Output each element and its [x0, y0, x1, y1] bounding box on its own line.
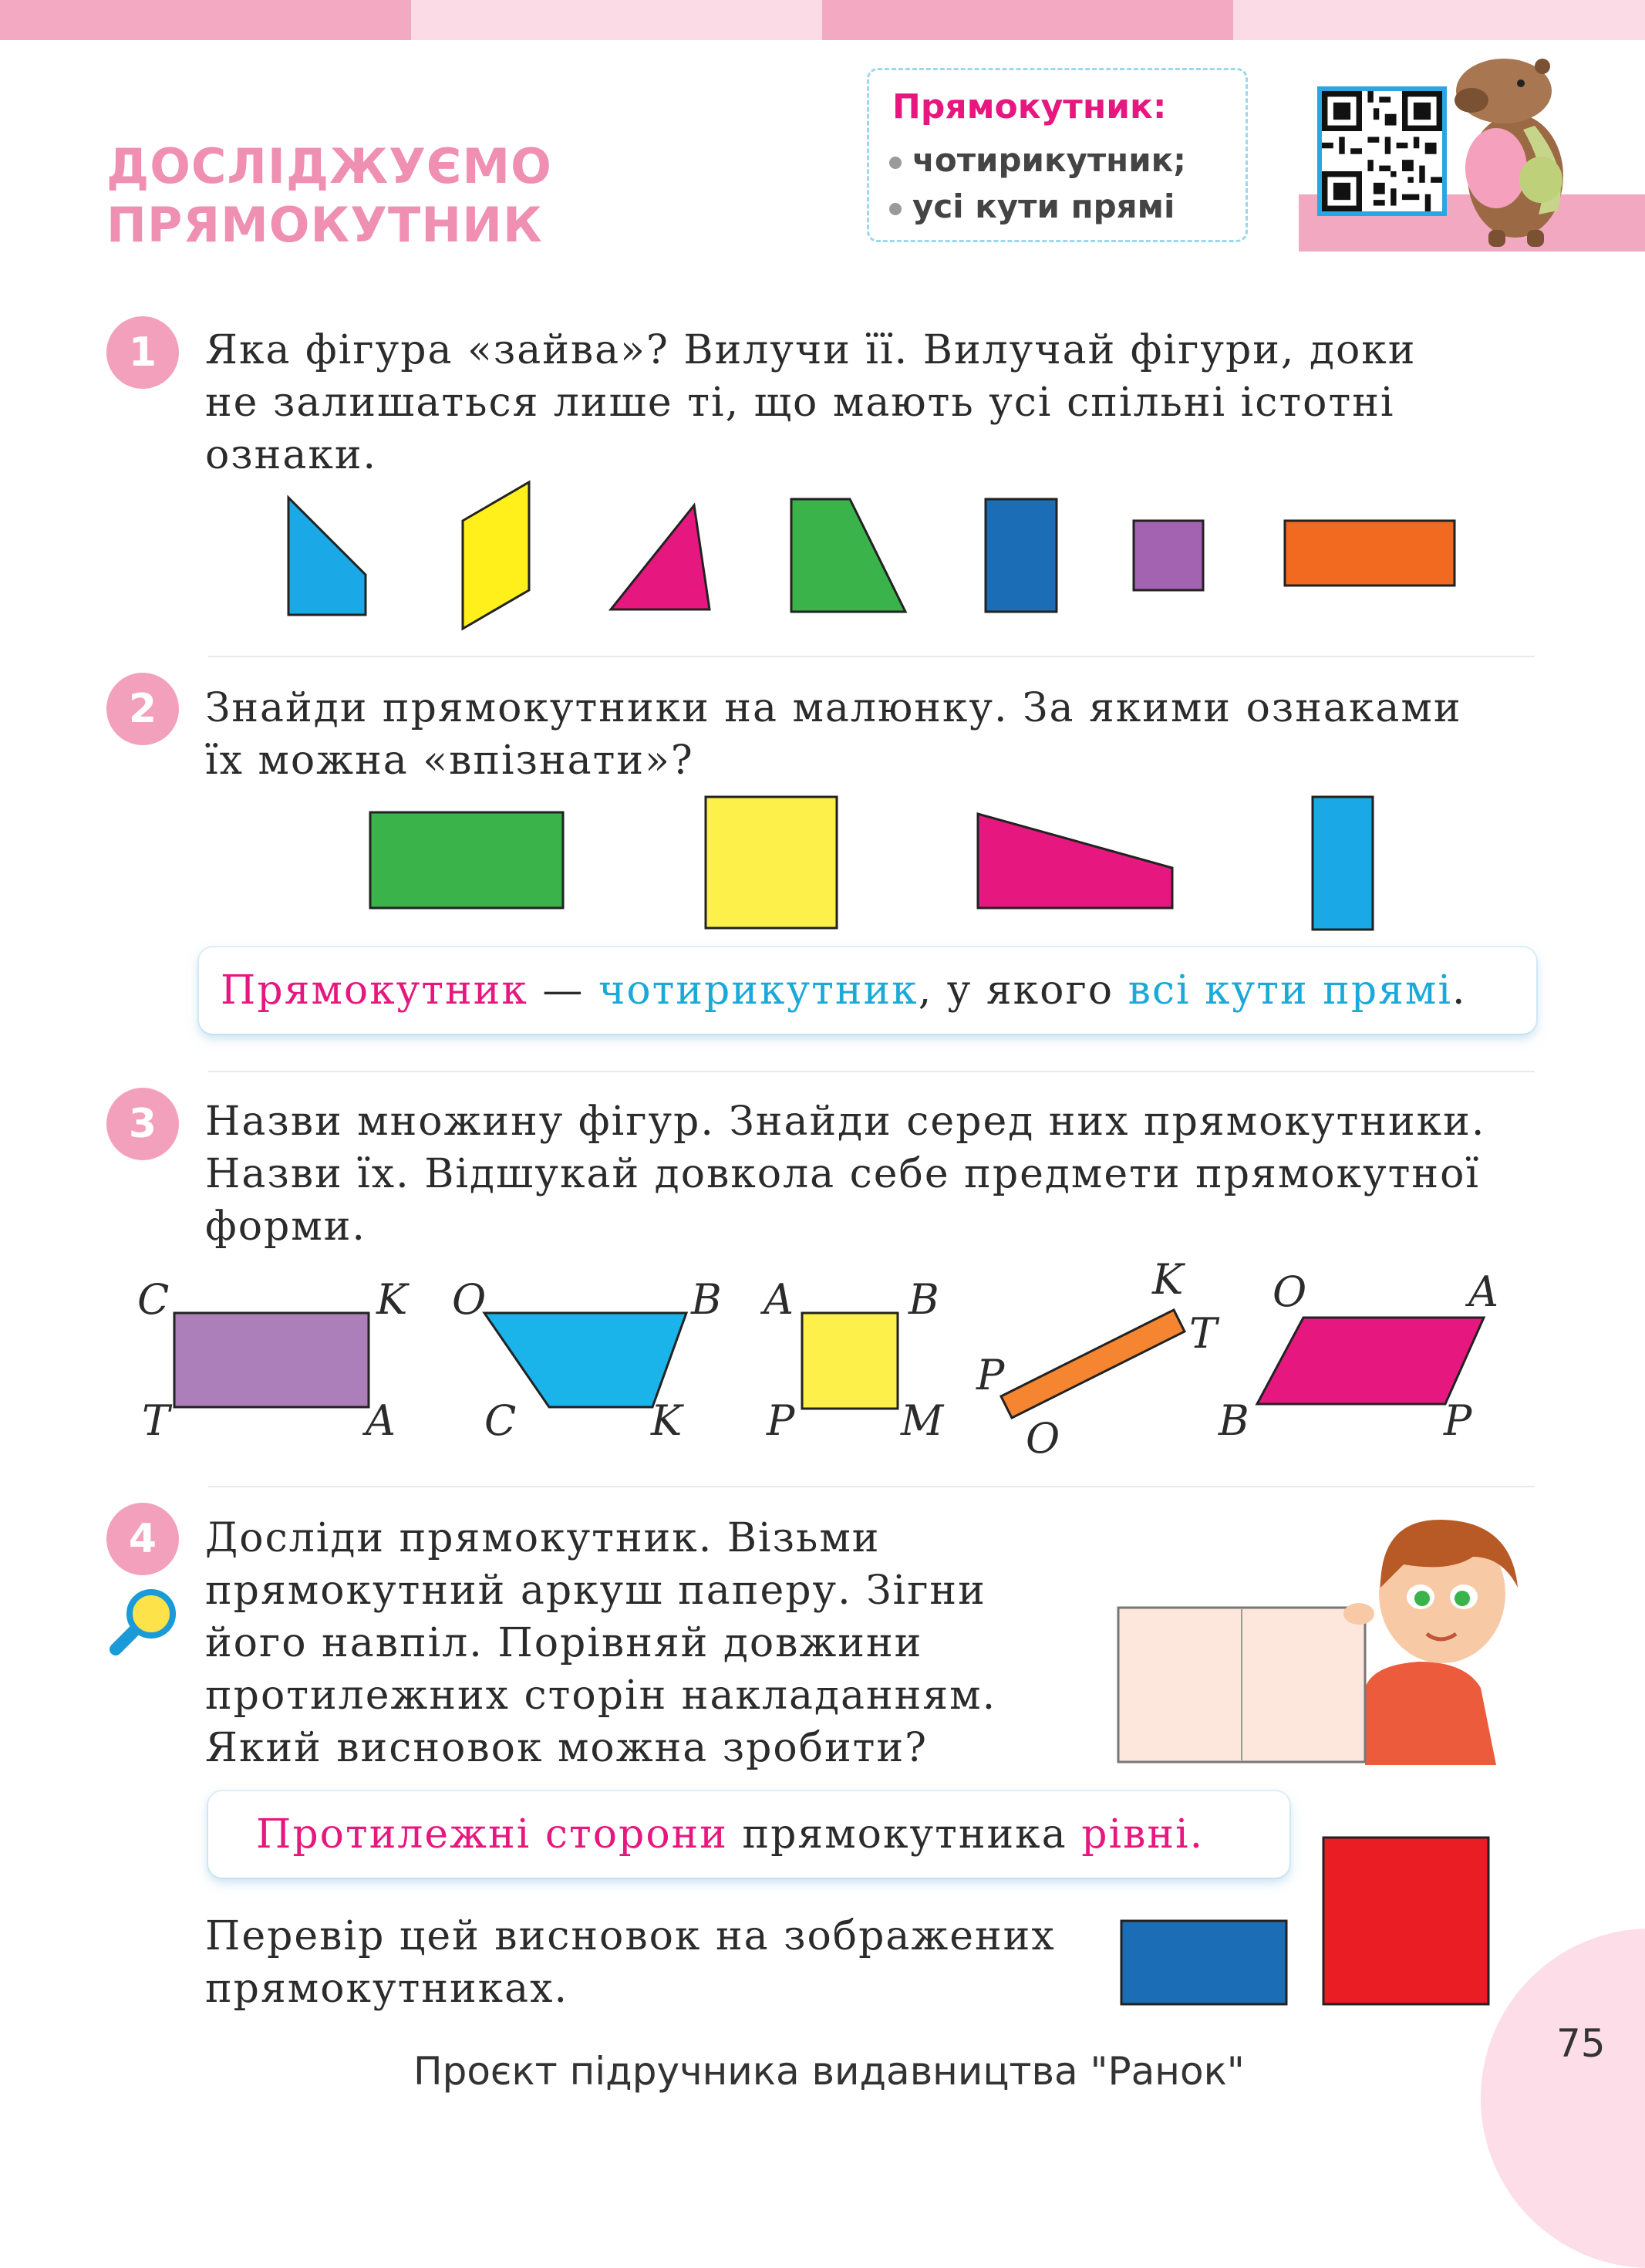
page-number: 75 [1556, 2021, 1606, 2066]
qr-code-icon[interactable] [1317, 86, 1447, 216]
magenta-parallelogram-oabp [1257, 1318, 1484, 1404]
divider [208, 1486, 1535, 1487]
vertex-label: O [1026, 1414, 1060, 1463]
orange-rectangle-ktop [1001, 1310, 1185, 1418]
yellow-parallelogram-shape [463, 482, 529, 629]
task-number-badge: 2 [106, 673, 179, 745]
blue-rectangle-shape [1121, 1921, 1286, 2004]
purple-rectangle-ctka [174, 1313, 369, 1407]
vertex-label: P [976, 1351, 1005, 1399]
task-4-rectangles [1111, 1828, 1512, 2013]
vertex-label: A [1468, 1267, 1498, 1316]
vertex-label: O [1273, 1267, 1307, 1316]
orange-rectangle-shape [1285, 521, 1455, 586]
definition-item: чотирикутник; [889, 141, 1186, 179]
red-square-shape [1323, 1838, 1488, 2004]
bullet-icon [889, 203, 902, 215]
bullet-icon [889, 157, 902, 169]
definition-item: усі кути прямі [889, 187, 1175, 225]
boy-with-paper-illustration [1111, 1510, 1527, 1773]
blue-trapezoid-obkc [484, 1313, 686, 1407]
vertex-label: B [908, 1275, 939, 1324]
vertex-label: A [366, 1396, 396, 1445]
divider [208, 1071, 1535, 1072]
blue-trapezoid-shape [288, 498, 366, 615]
vertex-label: P [1444, 1396, 1472, 1445]
vertex-label: K [1152, 1255, 1184, 1304]
magnifier-icon [100, 1585, 180, 1665]
definition-title: Прямокутник: [892, 87, 1167, 127]
purple-square-shape [1134, 521, 1203, 590]
title-line-1: ДОСЛІДЖУЄМО [106, 138, 552, 194]
task-4-check-text: Перевір цей висновок на зображених прямокутниках. [205, 1913, 1056, 2012]
magenta-trapezoid-shape [978, 814, 1172, 908]
vertex-label: T [1189, 1309, 1218, 1358]
green-rectangle-shape [370, 812, 563, 908]
task-1-figures [278, 474, 1465, 636]
vertex-label: O [452, 1275, 487, 1324]
task-3-figures [0, 1250, 1645, 1473]
yellow-square-shape [706, 797, 837, 928]
top-color-bar [0, 0, 1645, 40]
task-1-text: Яка фігура «зайва»? Вилучи її. Вилучай фігури, доки не залишаться лише ті, що мають усі спільні істотні ознаки. [205, 327, 1417, 478]
rule-text: Протилежні сторони прямокутника рівні. [256, 1811, 1205, 1858]
definition-box [867, 68, 1248, 242]
footer-note: Проєкт підручника видавництва "Ранок" [413, 2049, 1245, 2094]
vertex-label: C [137, 1275, 170, 1324]
task-4-text: Досліди прямокутник. Візьми прямокутний аркуш паперу. Зігни його навпіл. Порівняй довжини протилежних сторін накладанням. Який висновок можна зробити? [205, 1515, 997, 1771]
magenta-triangle-shape [611, 505, 710, 609]
vertex-label: K [376, 1275, 408, 1324]
vertex-label: P [767, 1396, 795, 1445]
vertex-label: B [1219, 1396, 1249, 1445]
task-number-badge: 3 [106, 1088, 179, 1160]
capybara-mascot-icon [1450, 45, 1581, 253]
blue-tall-rectangle-shape [1313, 797, 1373, 930]
vertex-label: M [901, 1396, 944, 1445]
task-2-figures [362, 791, 1380, 937]
divider [208, 656, 1535, 657]
vertex-label: A [764, 1275, 794, 1324]
vertex-label: T [142, 1396, 170, 1445]
yellow-square-abmp [802, 1313, 898, 1409]
task-number-badge: 1 [106, 316, 179, 389]
task-2-text: Знайди прямокутники на малюнку. За якими ознаками їх можна «впізнати»? [205, 685, 1462, 784]
blue-rectangle-shape [986, 499, 1057, 612]
rule-box [199, 947, 1536, 1034]
vertex-label: B [691, 1275, 722, 1324]
page-title [106, 137, 569, 255]
task-3-text: Назви множину фігур. Знайди серед них прямокутники. Назви їх. Відшукай довкола себе предмети прямокутної форми. [205, 1099, 1486, 1250]
title-line-2: ПРЯМОКУТНИК [106, 197, 543, 253]
vertex-label: K [651, 1396, 683, 1445]
green-trapezoid-shape [791, 499, 905, 612]
task-number-badge: 4 [106, 1503, 179, 1575]
rule-text: Прямокутник — чотирикутник, у якого всі кути прямі. [221, 967, 1467, 1014]
vertex-label: C [484, 1396, 517, 1445]
